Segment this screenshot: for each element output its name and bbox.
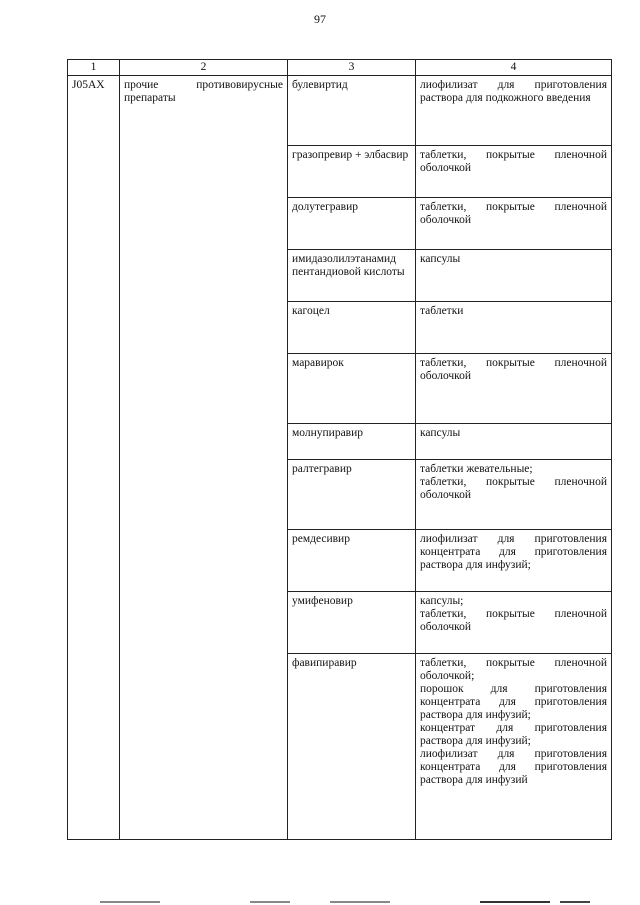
- dosage-form-word: приготовления: [534, 761, 607, 773]
- dosage-form-word: приготовления: [534, 748, 607, 760]
- dosage-form-word: покрытые: [486, 476, 535, 488]
- group-name-word: противовирусные: [196, 79, 283, 91]
- dosage-form-word: концентрата: [420, 546, 481, 558]
- inn-name: долутегравир: [292, 201, 358, 213]
- dosage-form-line: [420, 201, 607, 214]
- dosage-form-word: таблетки,: [420, 201, 467, 213]
- dosage-form-line: [420, 489, 607, 502]
- dosage-form-word: лиофилизат: [420, 533, 478, 545]
- dosage-form-cell: [416, 250, 612, 302]
- dosage-form-word: капсулы;: [420, 595, 464, 607]
- inn-cell: [288, 460, 416, 530]
- dosage-form-word: приготовления: [534, 533, 607, 545]
- dosage-form-line: [420, 595, 607, 608]
- inn-name: маравирок: [292, 357, 344, 369]
- dosage-form-word: для: [497, 533, 515, 545]
- dosage-form-word: концентрата: [420, 761, 481, 773]
- dosage-form-word: покрытые: [486, 357, 535, 369]
- dosage-form-word: приготовления: [534, 683, 607, 695]
- inn-cell: [288, 654, 416, 840]
- dosage-form-word: покрытые: [486, 201, 535, 213]
- dosage-form-word: порошок: [420, 683, 464, 695]
- inn-cell: [288, 592, 416, 654]
- dosage-form-word: для: [497, 79, 515, 91]
- inn-cell: [288, 250, 416, 302]
- dosage-form-word: таблетки,: [420, 657, 467, 669]
- dosage-form-cell: [416, 654, 612, 840]
- group-name-word: прочие: [124, 79, 159, 91]
- dosage-form-cell: [416, 76, 612, 146]
- dosage-form-line: [420, 79, 607, 92]
- dosage-form-word: таблетки,: [420, 608, 467, 620]
- group-name-line: [124, 79, 283, 92]
- column-header: 1: [68, 60, 120, 76]
- dosage-form-word: капсулы: [420, 427, 461, 439]
- dosage-form-word: раствора для инфузий;: [420, 735, 531, 747]
- scan-edge-marks: [0, 899, 640, 905]
- dosage-form-word: пленочной: [554, 149, 607, 161]
- dosage-form-line: [420, 305, 607, 318]
- dosage-form-line: [420, 559, 607, 572]
- dosage-form-word: таблетки жевательные;: [420, 463, 533, 475]
- dosage-form-word: оболочкой: [420, 162, 472, 174]
- inn-name: молнупиравир: [292, 427, 364, 439]
- dosage-form-cell: [416, 424, 612, 460]
- inn-name: ремдесивир: [292, 533, 350, 545]
- inn-name: умифеновир: [292, 595, 353, 607]
- dosage-form-line: [420, 253, 607, 266]
- dosage-form-line: [420, 735, 607, 748]
- dosage-form-word: для: [499, 696, 516, 708]
- atc-code: J05AX: [72, 79, 105, 91]
- dosage-form-cell: [416, 354, 612, 424]
- dosage-form-word: для: [499, 546, 516, 558]
- dosage-form-line: [420, 683, 607, 696]
- dosage-form-word: раствора для инфузий: [420, 774, 528, 786]
- dosage-form-line: [420, 657, 607, 670]
- dosage-form-line: [420, 427, 607, 440]
- dosage-form-line: [420, 748, 607, 761]
- dosage-form-word: покрытые: [486, 657, 535, 669]
- dosage-form-word: таблетки,: [420, 357, 467, 369]
- dosage-form-word: для: [497, 748, 515, 760]
- dosage-form-word: оболочкой: [420, 621, 472, 633]
- column-header: 2: [120, 60, 288, 76]
- dosage-form-line: [420, 670, 607, 683]
- dosage-form-word: покрытые: [486, 149, 535, 161]
- column-header: 3: [288, 60, 416, 76]
- dosage-form-word: оболочкой: [420, 214, 472, 226]
- inn-cell: [288, 198, 416, 250]
- dosage-form-cell: [416, 146, 612, 198]
- dosage-form-word: оболочкой;: [420, 670, 475, 682]
- dosage-form-word: приготовления: [534, 546, 607, 558]
- dosage-form-word: для: [499, 761, 516, 773]
- dosage-form-line: [420, 370, 607, 383]
- inn-name: кагоцел: [292, 305, 330, 317]
- dosage-form-word: приготовления: [534, 722, 607, 734]
- dosage-form-word: приготовления: [534, 79, 607, 91]
- inn-name: фавипиравир: [292, 657, 357, 669]
- dosage-form-line: [420, 463, 607, 476]
- inn-name: ралтегравир: [292, 463, 352, 475]
- dosage-form-line: [420, 621, 607, 634]
- dosage-form-line: [420, 722, 607, 735]
- dosage-form-line: [420, 546, 607, 559]
- dosage-form-line: [420, 92, 607, 105]
- dosage-form-line: [420, 774, 607, 787]
- inn-name-line: имидазолилэтанамид: [292, 253, 396, 265]
- dosage-form-word: пленочной: [554, 608, 607, 620]
- dosage-form-line: [420, 162, 607, 175]
- drug-table: [67, 59, 612, 840]
- dosage-form-line: [420, 214, 607, 227]
- dosage-form-word: пленочной: [554, 357, 607, 369]
- dosage-form-word: для: [496, 722, 514, 734]
- page-number: 97: [314, 12, 326, 26]
- dosage-form-cell: [416, 302, 612, 354]
- dosage-form-word: раствора для инфузий;: [420, 559, 531, 571]
- dosage-form-word: пленочной: [554, 476, 607, 488]
- header-row: [68, 60, 612, 76]
- inn-name-line: пентандиовой кислоты: [292, 266, 405, 278]
- dosage-form-word: лиофилизат: [420, 748, 478, 760]
- dosage-form-word: таблетки,: [420, 149, 467, 161]
- group-name-line: препараты: [124, 92, 176, 104]
- inn-cell: [288, 530, 416, 592]
- table-body: [68, 76, 612, 840]
- dosage-form-line: [420, 149, 607, 162]
- dosage-form-line: [420, 533, 607, 546]
- inn-cell: [288, 302, 416, 354]
- dosage-form-word: таблетки,: [420, 476, 467, 488]
- dosage-form-word: раствора для подкожного введения: [420, 92, 591, 104]
- inn-name: булевиртид: [292, 79, 348, 91]
- inn-name: гразопревир + элбасвир: [292, 149, 409, 161]
- group-name-cell: [120, 76, 288, 840]
- dosage-form-cell: [416, 530, 612, 592]
- dosage-form-word: капсулы: [420, 253, 461, 265]
- dosage-form-word: приготовления: [534, 696, 607, 708]
- dosage-form-word: концентрат: [420, 722, 476, 734]
- dosage-form-word: таблетки: [420, 305, 464, 317]
- inn-cell: [288, 146, 416, 198]
- dosage-form-cell: [416, 198, 612, 250]
- dosage-form-cell: [416, 460, 612, 530]
- dosage-form-line: [420, 761, 607, 774]
- column-header: 4: [416, 60, 612, 76]
- dosage-form-word: пленочной: [554, 201, 607, 213]
- dosage-form-word: концентрата: [420, 696, 481, 708]
- dosage-form-word: пленочной: [554, 657, 607, 669]
- dosage-form-word: лиофилизат: [420, 79, 478, 91]
- dosage-form-word: покрытые: [486, 608, 535, 620]
- dosage-form-word: для: [490, 683, 508, 695]
- dosage-form-cell: [416, 592, 612, 654]
- atc-code-cell: [68, 76, 120, 840]
- dosage-form-word: оболочкой: [420, 370, 472, 382]
- dosage-form-line: [420, 357, 607, 370]
- dosage-form-line: [420, 696, 607, 709]
- inn-cell: [288, 354, 416, 424]
- dosage-form-line: [420, 476, 607, 489]
- table-row: [68, 76, 612, 146]
- dosage-form-line: [420, 608, 607, 621]
- inn-cell: [288, 424, 416, 460]
- dosage-form-word: раствора для инфузий;: [420, 709, 531, 721]
- inn-cell: [288, 76, 416, 146]
- dosage-form-word: оболочкой: [420, 489, 472, 501]
- dosage-form-line: [420, 709, 607, 722]
